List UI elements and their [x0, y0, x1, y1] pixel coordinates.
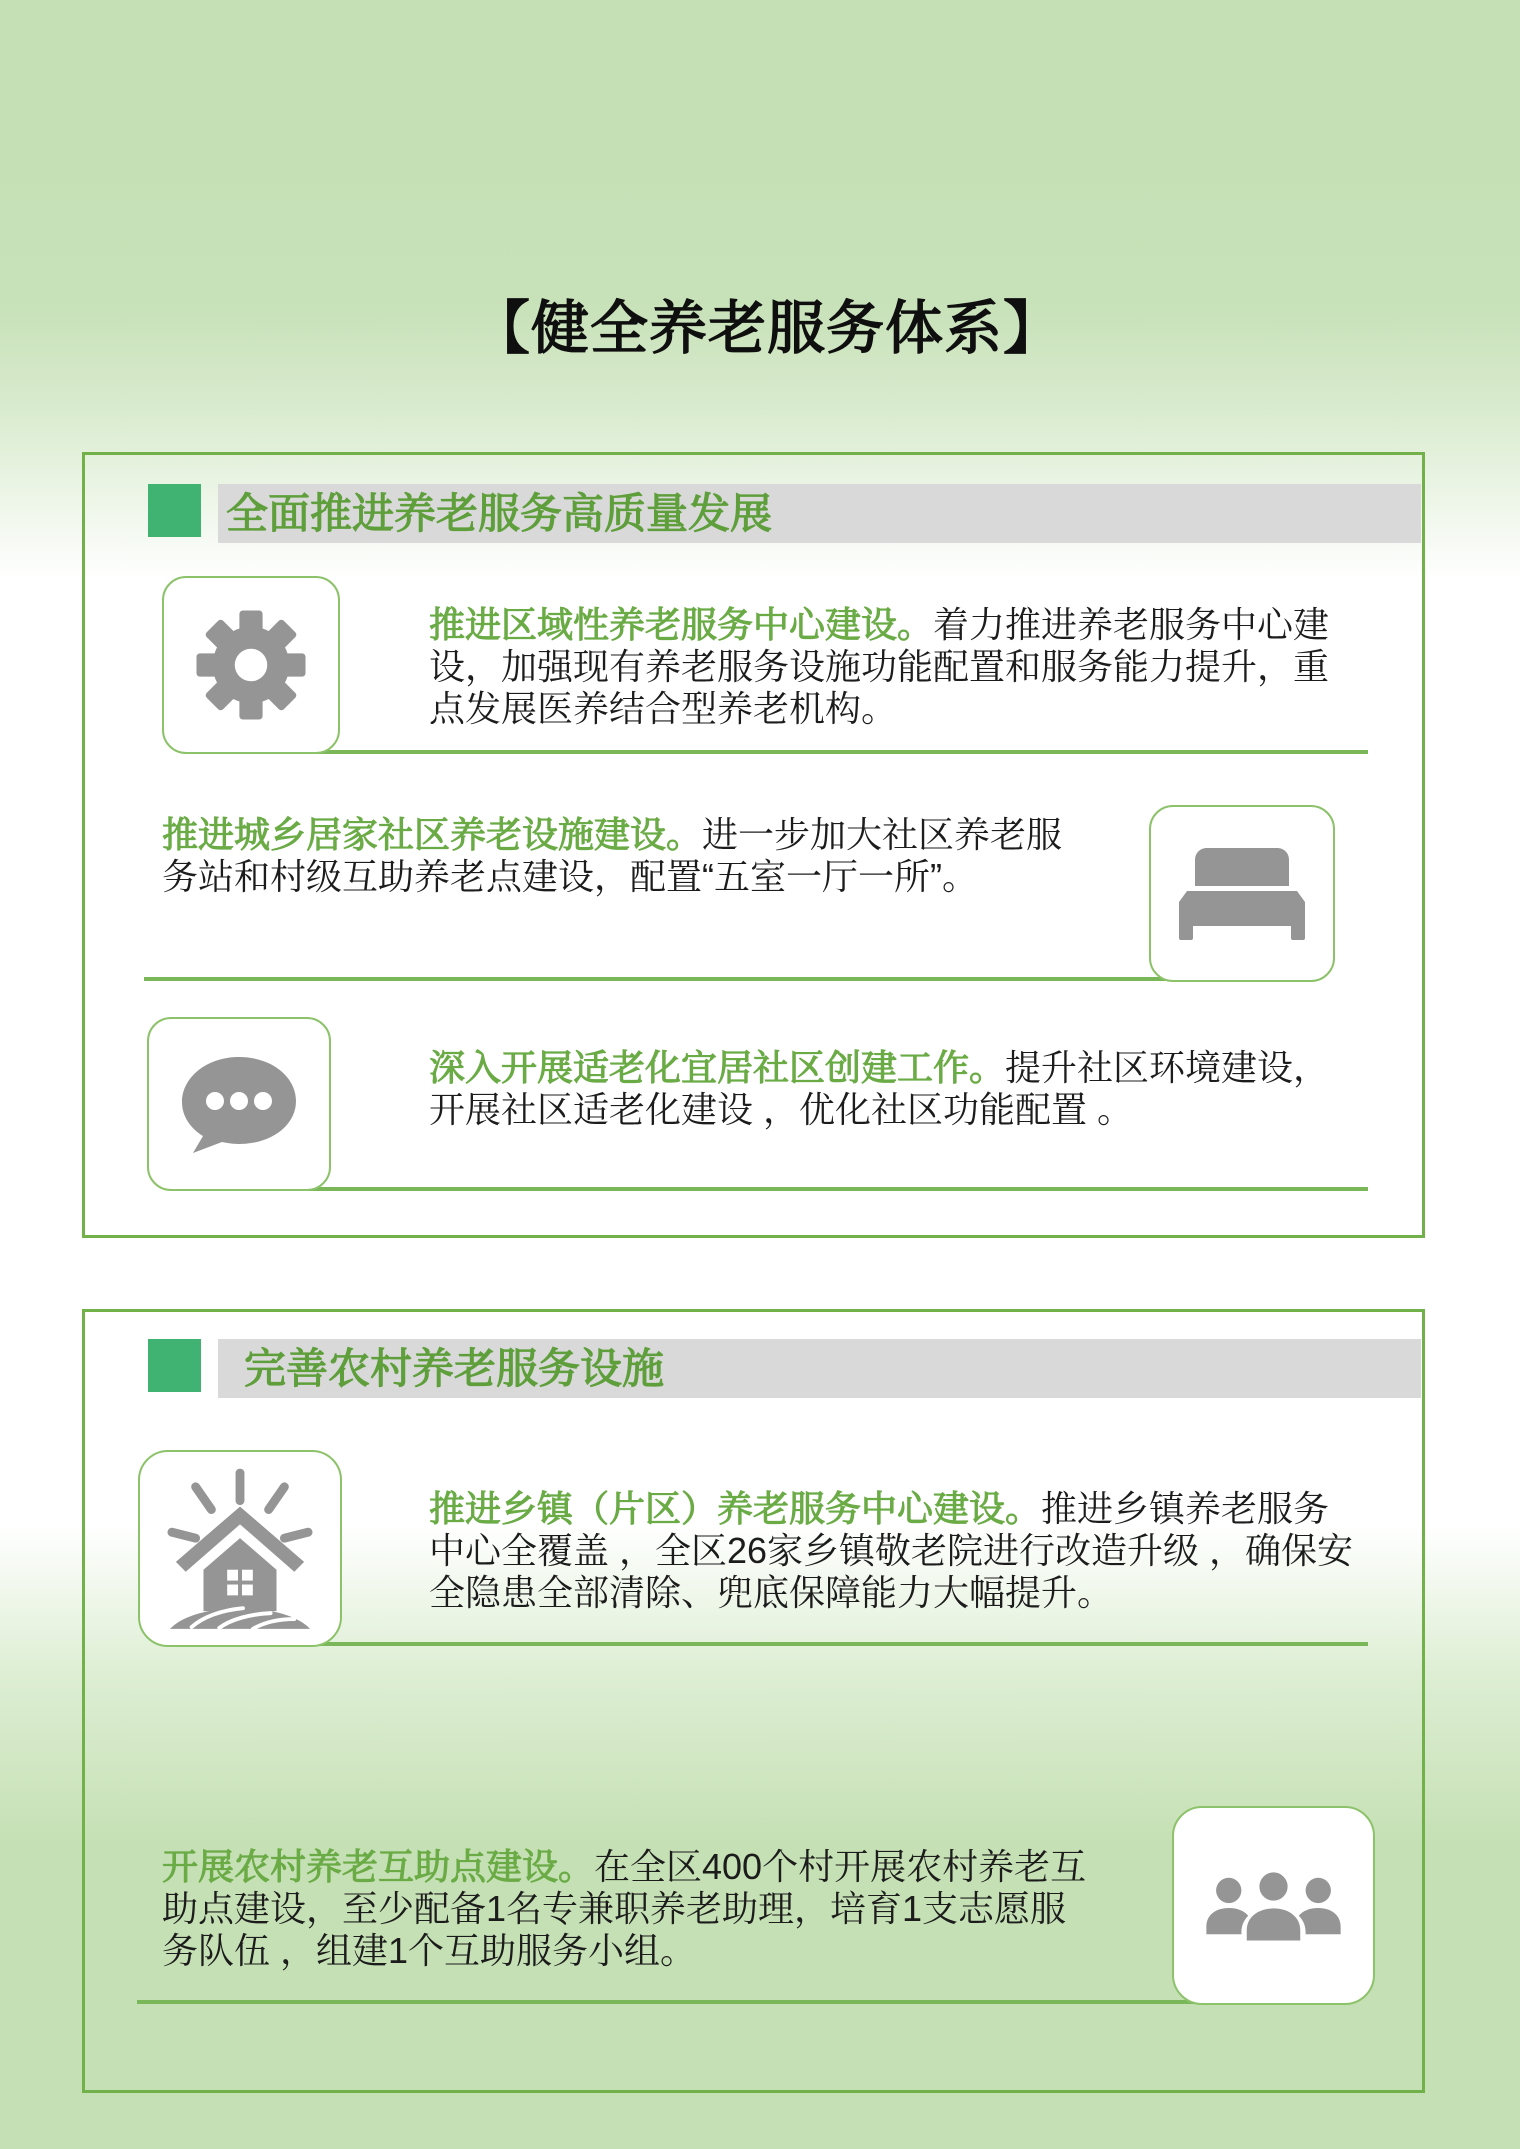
text-line-body: 着力推进养老服务中心建	[933, 604, 1330, 645]
item-lead: 深入开展适老化宜居社区创建工作。	[429, 1047, 1006, 1088]
icon-frame	[1172, 1806, 1375, 2005]
text-line: 全隐患全部清除、兜底保障能力大幅提升。	[429, 1572, 1114, 1613]
text-line: 务站和村级互助养老点建设，配置“五室一厅一所”。	[162, 856, 978, 897]
text-line-body: 进一步加大社区养老服	[702, 814, 1063, 855]
section-heading-bar	[218, 484, 1421, 543]
section-elderly-service-quality	[82, 452, 1425, 1238]
heading-marker	[148, 484, 201, 537]
item-lead: 推进区域性养老服务中心建设。	[429, 604, 934, 645]
item-divider	[284, 1642, 1368, 1646]
section-heading: 全面推进养老服务高质量发展	[226, 490, 773, 537]
page-title: 【健全养老服务体系】	[471, 296, 1062, 361]
text-line-body: 在全区400个村开展农村养老互	[594, 1846, 1087, 1887]
text-line	[162, 814, 1062, 856]
item-text	[429, 1047, 1329, 1131]
text-line: 助点建设，至少配备1名专兼职养老助理，培育1支志愿服	[162, 1888, 1067, 1929]
text-line-body: 推进乡镇养老服务	[1041, 1488, 1330, 1529]
item-divider	[137, 2000, 1206, 2004]
item-text	[429, 604, 1329, 730]
item-lead: 开展农村养老互助点建设。	[162, 1846, 595, 1887]
text-line-body: 提升社区环境建设，	[1005, 1047, 1330, 1088]
item-lead: 推进城乡居家社区养老设施建设。	[162, 814, 703, 855]
text-line: 务队伍 ，组建1个互助服务小组。	[162, 1930, 697, 1971]
icon-frame	[1149, 805, 1335, 982]
section-heading-bar	[218, 1339, 1421, 1398]
item-text	[162, 814, 1062, 898]
chat-bubble-icon	[179, 1053, 299, 1155]
section-heading: 完善农村养老服务设施	[244, 1345, 665, 1392]
bed-icon	[1177, 846, 1307, 942]
text-line	[162, 1846, 1086, 1888]
icon-frame	[162, 576, 340, 754]
icon-frame	[147, 1017, 331, 1191]
item-text	[429, 1488, 1353, 1614]
text-line: 设，加强现有养老服务设施功能配置和服务能力提升，重	[429, 646, 1330, 687]
icon-frame	[138, 1450, 342, 1647]
item-divider	[284, 1187, 1368, 1191]
section-rural-elderly-facilities	[82, 1309, 1425, 2093]
text-line: 开展社区适老化建设 ，优化社区功能配置 。	[429, 1089, 1134, 1130]
text-line: 中心全覆盖 ，全区26家乡镇敬老院进行改造升级 ，确保安	[429, 1530, 1354, 1571]
gear-icon	[193, 607, 309, 723]
text-line	[429, 1488, 1353, 1530]
item-text	[162, 1846, 1086, 1972]
rural-house-icon	[166, 1467, 314, 1631]
item-lead: 推进乡镇（片区）养老服务中心建设。	[429, 1488, 1042, 1529]
people-group-icon	[1203, 1870, 1344, 1942]
item-divider	[144, 977, 1179, 981]
heading-marker	[148, 1339, 201, 1392]
text-line: 点发展医养结合型养老机构。	[429, 688, 898, 729]
text-line	[429, 1047, 1329, 1089]
item-divider	[284, 750, 1368, 754]
text-line	[429, 604, 1329, 646]
